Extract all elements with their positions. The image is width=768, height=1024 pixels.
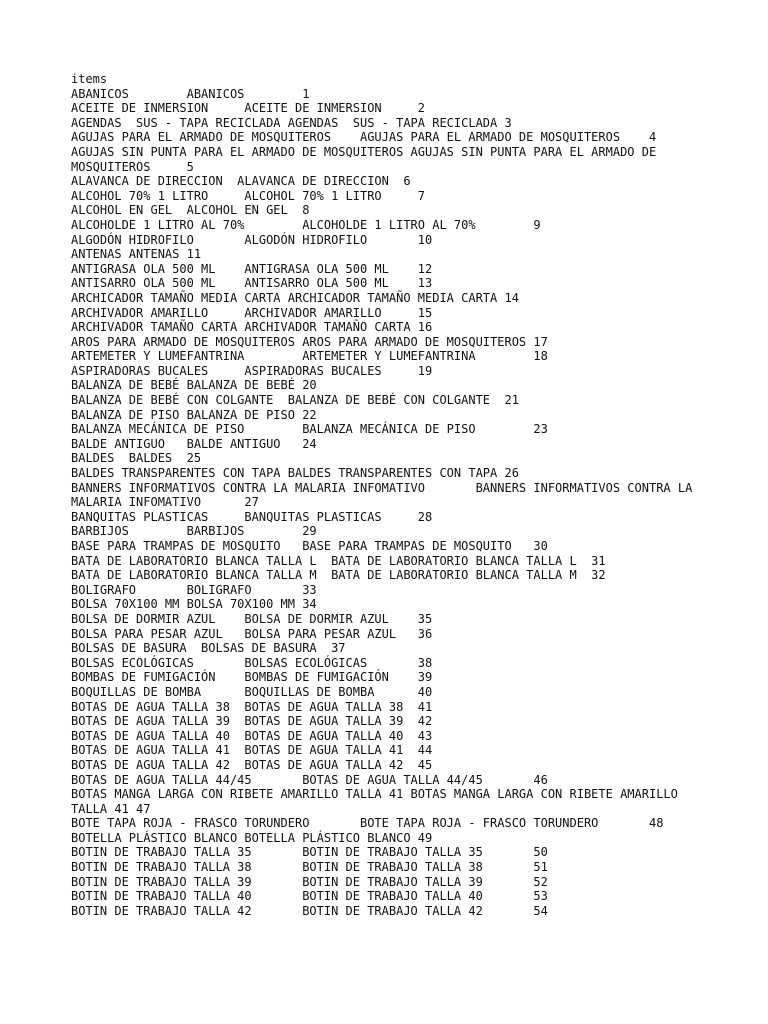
list-item: BOTIN DE TRABAJO TALLA 42 BOTIN DE TRABAJO TALLA 42 54 [71, 903, 548, 918]
list-item: ARTEMETER Y LUMEFANTRINA ARTEMETER Y LUMEFANTRINA 18 [71, 349, 548, 364]
list-item: BOTAS DE AGUA TALLA 44/45 BOTAS DE AGUA TALLA 44/45 46 [71, 772, 548, 787]
list-item: BOTAS DE AGUA TALLA 40 BOTAS DE AGUA TALLA 40 43 [71, 728, 433, 743]
list-item: BARBIJOS BARBIJOS 29 [71, 524, 317, 539]
list-item: BOTAS MANGA LARGA CON RIBETE AMARILLO TALLA 41 BOTAS MANGA LARGA CON RIBETE AMARILLO TALLA 41 47 [71, 787, 686, 816]
list-item: BANQUITAS PLASTICAS BANQUITAS PLASTICAS 28 [71, 509, 433, 524]
document-body [71, 72, 711, 918]
list-item: ALCOHOL EN GEL ALCOHOL EN GEL 8 [71, 203, 310, 218]
list-item: ANTIGRASA OLA 500 ML ANTIGRASA OLA 500 ML 12 [71, 261, 433, 276]
list-item: BOTE TAPA ROJA - FRASCO TORUNDERO BOTE TAPA ROJA - FRASCO TORUNDERO 48 [71, 816, 664, 831]
list-item: ABANICOS ABANICOS 1 [71, 86, 310, 101]
list-item: BOTIN DE TRABAJO TALLA 35 BOTIN DE TRABAJO TALLA 35 50 [71, 845, 548, 860]
list-item: ALCOHOL 70% 1 LITRO ALCOHOL 70% 1 LITRO 7 [71, 188, 426, 203]
list-item: BOLSA 70X100 MM BOLSA 70X100 MM 34 [71, 597, 317, 612]
list-item: BALANZA DE BEBÉ BALANZA DE BEBÉ 20 [71, 378, 317, 393]
list-item: BALDES TRANSPARENTES CON TAPA BALDES TRANSPARENTES CON TAPA 26 [71, 466, 519, 481]
list-item: BOTIN DE TRABAJO TALLA 40 BOTIN DE TRABAJO TALLA 40 53 [71, 889, 548, 904]
list-item: ARCHICADOR TAMAÑO MEDIA CARTA ARCHICADOR TAMAÑO MEDIA CARTA 14 [71, 290, 519, 305]
list-item: BOLSAS ECOLÓGICAS BOLSAS ECOLÓGICAS 38 [71, 655, 433, 670]
list-item: ALGODÓN HIDROFILO ALGODÓN HIDROFILO 10 [71, 232, 433, 247]
list-item: BOTIN DE TRABAJO TALLA 38 BOTIN DE TRABAJO TALLA 38 51 [71, 860, 548, 875]
list-item: BALDES BALDES 25 [71, 451, 202, 466]
list-item: BANNERS INFORMATIVOS CONTRA LA MALARIA INFOMATIVO BANNERS INFORMATIVOS CONTRA LA MALARIA INFOMATIVO 27 [71, 480, 700, 510]
item-list [71, 87, 711, 919]
list-item: AGUJAS PARA EL ARMADO DE MOSQUITEROS AGUJAS PARA EL ARMADO DE MOSQUITEROS 4 [71, 130, 657, 145]
list-item: BOTELLA PLÁSTICO BLANCO BOTELLA PLÁSTICO BLANCO 49 [71, 830, 433, 845]
list-item: BOLSA DE DORMIR AZUL BOLSA DE DORMIR AZUL 35 [71, 611, 433, 626]
list-item: BOTAS DE AGUA TALLA 39 BOTAS DE AGUA TALLA 39 42 [71, 714, 433, 729]
list-item: BOLSA PARA PESAR AZUL BOLSA PARA PESAR AZUL 36 [71, 626, 433, 641]
list-item: ALCOHOLDE 1 LITRO AL 70% ALCOHOLDE 1 LITRO AL 70% 9 [71, 217, 541, 232]
list-item: AGENDAS SUS - TAPA RECICLADA AGENDAS SUS - TAPA RECICLADA 3 [71, 115, 512, 130]
list-item: ANTENAS ANTENAS 11 [71, 247, 202, 262]
list-item: BOTAS DE AGUA TALLA 41 BOTAS DE AGUA TALLA 41 44 [71, 743, 433, 758]
list-item: BALDE ANTIGUO BALDE ANTIGUO 24 [71, 436, 317, 451]
list-item: BOTAS DE AGUA TALLA 38 BOTAS DE AGUA TALLA 38 41 [71, 699, 433, 714]
list-item: BASE PARA TRAMPAS DE MOSQUITO BASE PARA TRAMPAS DE MOSQUITO 30 [71, 539, 548, 553]
list-item: BATA DE LABORATORIO BLANCA TALLA L BATA DE LABORATORIO BLANCA TALLA L 31 [71, 553, 606, 568]
document-header: items [71, 72, 108, 86]
list-item: BATA DE LABORATORIO BLANCA TALLA M BATA DE LABORATORIO BLANCA TALLA M 32 [71, 568, 606, 583]
list-item: BALANZA DE PISO BALANZA DE PISO 22 [71, 407, 317, 422]
list-item: BOLSAS DE BASURA BOLSAS DE BASURA 37 [71, 641, 346, 656]
list-item: AROS PARA ARMADO DE MOSQUITEROS AROS PARA ARMADO DE MOSQUITEROS 17 [71, 334, 548, 349]
list-item: ANTISARRO OLA 500 ML ANTISARRO OLA 500 ML 13 [71, 276, 433, 291]
list-item: ARCHIVADOR TAMAÑO CARTA ARCHIVADOR TAMAÑO CARTA 16 [71, 320, 433, 335]
list-item: BALANZA MECÁNICA DE PISO BALANZA MECÁNICA DE PISO 23 [71, 422, 548, 437]
list-item: ALAVANCA DE DIRECCION ALAVANCA DE DIRECCION 6 [71, 174, 411, 189]
list-item: BOLIGRAFO BOLIGRAFO 33 [71, 582, 317, 597]
list-item: ACEITE DE INMERSION ACEITE DE INMERSION 2 [71, 101, 426, 116]
list-item: BOQUILLAS DE BOMBA BOQUILLAS DE BOMBA 40 [71, 684, 433, 699]
list-item: ARCHIVADOR AMARILLO ARCHIVADOR AMARILLO 15 [71, 305, 433, 320]
list-item: BALANZA DE BEBÉ CON COLGANTE BALANZA DE BEBÉ CON COLGANTE 21 [71, 393, 519, 408]
list-item: ASPIRADORAS BUCALES ASPIRADORAS BUCALES 19 [71, 363, 433, 378]
list-item: AGUJAS SIN PUNTA PARA EL ARMADO DE MOSQUITEROS AGUJAS SIN PUNTA PARA EL ARMADO DE MOSQUITEROS 5 [71, 144, 664, 174]
list-item: BOMBAS DE FUMIGACIÓN BOMBAS DE FUMIGACIÓN 39 [71, 670, 433, 685]
list-item: BOTIN DE TRABAJO TALLA 39 BOTIN DE TRABAJO TALLA 39 52 [71, 874, 548, 889]
list-item: BOTAS DE AGUA TALLA 42 BOTAS DE AGUA TALLA 42 45 [71, 757, 433, 772]
